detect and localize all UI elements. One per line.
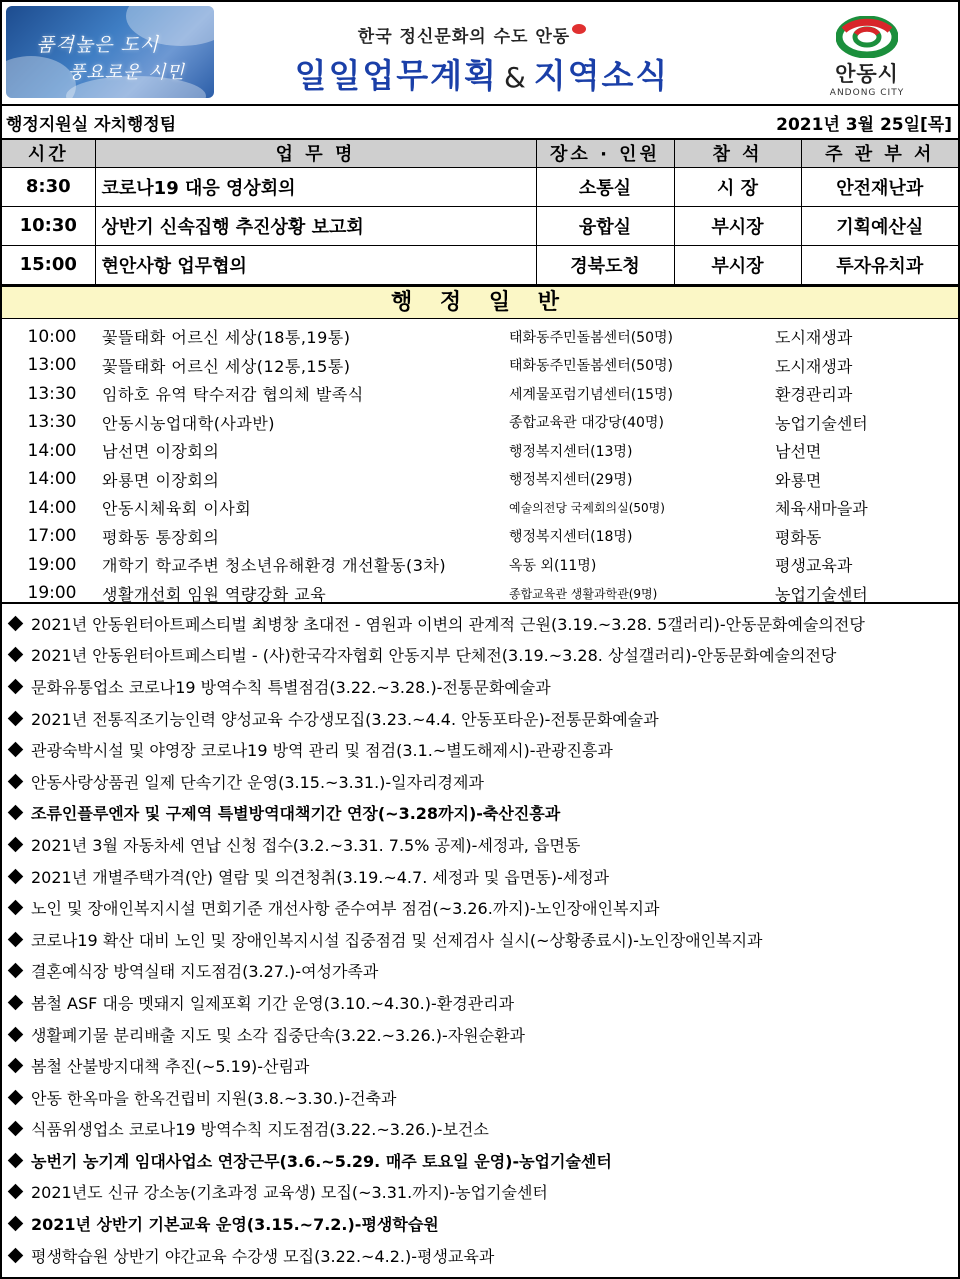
schedule-dept: 안전재난과 [801,167,958,206]
diamond-bullet-icon [8,931,24,947]
notice-text: 2021년 3월 자동차세 연납 신청 접수(3.2.~3.31. 7.5% 공제)-세정과, 읍면동 [31,835,581,855]
col-header-dept: 주 관 부 서 [801,140,958,167]
notice-text: 2021년 상반기 기본교육 운영(3.15.~7.2.)-평생학습원 [31,1215,439,1235]
admin-name: 개학기 학교주변 청소년유해환경 개선활동(3차) [102,556,447,576]
section-title-admin: 행 정 일 반 [2,285,958,319]
admin-place: 행정복지센터(18명) [509,529,633,546]
notice-text: 평생학습원 상반기 야간교육 수강생 모집(3.22.~4.2.)-평생교육과 [31,1246,495,1266]
diamond-bullet-icon [8,710,24,726]
notice-list [2,604,958,1271]
admin-place: 행정복지센터(13명) [509,443,633,460]
diamond-bullet-icon [8,837,24,853]
schedule-attendee: 부시장 [674,245,801,284]
admin-dept: 체육새마을과 [775,499,868,519]
notice-text: 봄철 ASF 대응 멧돼지 일제포획 기간 운영(3.10.~4.30.)-환경관리과 [31,993,515,1013]
diamond-bullet-icon [8,1184,24,1200]
col-header-place: 장소 · 인원 [536,140,674,167]
team-name: 행정지원실 자치행정팀 [6,114,177,135]
admin-dept: 남선면 [775,442,822,462]
logo-name: 안동시 [835,62,899,86]
notice-item [2,1145,958,1177]
notice-text: 2021년 전통직조기능인력 양성교육 수강생모집(3.23.~4.4. 안동포타운)-전통문화예술과 [31,709,659,729]
admin-time: 14:00 [27,469,77,490]
diamond-bullet-icon [8,773,24,789]
schedule-place: 소통실 [536,167,674,206]
notice-item [2,987,958,1019]
admin-place: 옥동 외(11명) [509,557,597,574]
header-subtitle [302,22,642,47]
notice-text: 봄철 산불방지대책 추진(~5.19)-산림과 [31,1057,310,1077]
list-item [2,465,958,494]
admin-time: 13:30 [27,383,77,404]
admin-time: 14:00 [27,440,77,461]
admin-dept: 평화동 [775,527,822,547]
slogan-line2: 풍요로운 시민 [68,62,186,83]
schedule-task: 상반기 신속집행 추진상황 보고회 [95,206,536,245]
admin-place: 종합교육관 생활과학관(9명) [509,586,658,601]
schedule-place: 경북도청 [536,245,674,284]
schedule-time: 8:30 [2,167,95,206]
notice-item [2,1113,958,1145]
list-item [2,494,958,523]
admin-place: 태화동주민돌봄센터(50명) [509,329,673,346]
diamond-bullet-icon [8,1058,24,1074]
diamond-bullet-icon [8,1153,24,1169]
admin-name: 임하호 유역 탁수저감 협의체 발족식 [102,385,364,405]
diamond-bullet-icon [8,742,24,758]
notice-text: 관광숙박시설 및 야영장 코로나19 방역 관리 및 점검(3.1.~별도해제시)-관광진흥과 [31,741,613,761]
admin-place: 세계물포럼기념센터(15명) [509,386,673,403]
notice-item [2,671,958,703]
col-header-attendee: 참 석 [674,140,801,167]
list-item [2,437,958,466]
admin-place: 종합교육관 대강당(40명) [509,415,664,432]
admin-name: 안동시농업대학(사과반) [102,413,276,433]
notice-item [2,639,958,671]
diamond-bullet-icon [8,963,24,979]
list-item [2,323,958,352]
diamond-bullet-icon [8,1089,24,1105]
diamond-bullet-icon [8,1247,24,1263]
admin-time: 10:00 [27,326,77,347]
list-item [2,551,958,580]
subtitle-text: 한국 정신문화의 수도 안동 [357,27,571,47]
org-bar [2,106,958,140]
admin-name: 와룡면 이장회의 [102,470,220,490]
notice-text: 생활폐기물 분리배출 지도 및 소각 집중단속(3.22.~3.26.)-자원순환과 [31,1025,526,1045]
diamond-bullet-icon [8,868,24,884]
title-part1: 일일업무계획 [294,56,498,95]
table-row [2,167,958,206]
schedule-attendee: 부시장 [674,206,801,245]
notice-item [2,734,958,766]
notice-item [2,797,958,829]
city-emblem-icon [836,16,898,58]
diamond-bullet-icon [8,679,24,695]
list-item [2,351,958,380]
flower-icon [572,24,586,34]
schedule-task: 현안사항 업무협의 [95,245,536,284]
notice-text: 결혼예식장 방역실태 지도점검(3.27.)-여성가족과 [31,962,379,982]
notice-text: 노인 및 장애인복지시설 면회기준 개선사항 준수여부 점검(~3.26.까지)-노인장애인복지과 [31,899,660,919]
diamond-bullet-icon [8,1121,24,1137]
schedule-task: 코로나19 대응 영상회의 [95,167,536,206]
admin-dept: 도시재생과 [775,328,853,348]
notice-text: 2021년 안동윈터아트페스티벌 - (사)한국각자협회 안동지부 단체전(3.19.~3.28. 상설갤러리)-안동문화예술의전당 [31,646,837,666]
notice-item [2,1081,958,1113]
notice-item [2,892,958,924]
notice-item [2,1018,958,1050]
list-item [2,579,958,608]
col-header-time: 시간 [2,140,95,167]
table-row [2,245,958,284]
schedule-header-row [2,140,958,167]
admin-place: 태화동주민돌봄센터(50명) [509,358,673,375]
notice-item [2,1239,958,1271]
schedule-place: 융합실 [536,206,674,245]
notice-item [2,1208,958,1240]
notice-text: 2021년 개별주택가격(안) 열람 및 의견청취(3.19.~4.7. 세정과 및 읍면동)-세정과 [31,867,610,887]
diamond-bullet-icon [8,900,24,916]
notice-item [2,1050,958,1082]
diamond-bullet-icon [8,1216,24,1232]
report-date: 2021년 3월 25일[목] [776,114,952,135]
admin-name: 평화동 통장회의 [102,527,220,547]
admin-dept: 도시재생과 [775,356,853,376]
notice-text: 조류인플루엔자 및 구제역 특별방역대책기간 연장(~3.28까지)-축산진흥과 [31,804,561,824]
admin-dept: 농업기술센터 [775,413,868,433]
admin-dept: 환경관리과 [775,385,853,405]
schedule-attendee: 시 장 [674,167,801,206]
notice-item [2,860,958,892]
admin-name: 꽃뜰태화 어르신 세상(18통,19통) [102,328,351,348]
admin-name: 생활개선회 임원 역량강화 교육 [102,584,327,604]
notice-item [2,702,958,734]
city-logo [797,16,937,100]
admin-dept: 와룡면 [775,470,822,490]
slogan-line1: 품격높은 도시 [36,34,160,56]
diamond-bullet-icon [8,1026,24,1042]
diamond-bullet-icon [8,647,24,663]
admin-dept: 평생교육과 [775,556,853,576]
admin-place: 예술의전당 국제회의실(50명) [509,501,665,516]
logo-sub: ANDONG CITY [829,88,905,98]
admin-name: 안동시체육회 이사회 [102,499,252,519]
admin-time: 17:00 [27,526,77,547]
admin-place: 행정복지센터(29명) [509,472,633,489]
schedule-dept: 기획예산실 [801,206,958,245]
list-item [2,380,958,409]
list-item [2,408,958,437]
notice-item [2,955,958,987]
notice-text: 문화유통업소 코로나19 방역수칙 특별점검(3.22.~3.28.)-전통문화예술과 [31,677,551,697]
notice-item [2,765,958,797]
schedule-time: 15:00 [2,245,95,284]
notice-text: 2021년 안동윈터아트페스티벌 최병창 초대전 - 염원과 이변의 관계적 근원(3.19.~3.28. 5갤러리)-안동문화예술의전당 [31,614,865,634]
notice-text: 안동사랑상품권 일제 단속기간 운영(3.15.~3.31.)-일자리경제과 [31,772,484,792]
title-amp: & [503,61,528,94]
notice-text: 농번기 농기계 임대사업소 연장근무(3.6.~5.29. 매주 토요일 운영)-농업기술센터 [31,1151,612,1171]
schedule-dept: 투자유치과 [801,245,958,284]
schedule-time: 10:30 [2,206,95,245]
admin-dept: 농업기술센터 [775,584,868,604]
notice-text: 코로나19 확산 대비 노인 및 장애인복지시설 집중점검 및 선제검사 실시(~상황종료시)-노인장애인복지과 [31,930,763,950]
notice-item [2,829,958,861]
title-part2: 지역소식 [533,56,670,95]
header [2,2,958,106]
admin-name: 남선면 이장회의 [102,442,220,462]
col-header-task: 업 무 명 [95,140,536,167]
admin-time: 13:30 [27,412,77,433]
page-title [232,50,732,97]
notice-item [2,1176,958,1208]
notice-text: 식품위생업소 코로나19 방역수칙 지도점검(3.22.~3.26.)-보건소 [31,1120,489,1140]
list-item [2,522,958,551]
table-row [2,206,958,245]
slogan-banner [6,6,214,98]
admin-time: 13:00 [27,355,77,376]
admin-time: 19:00 [27,554,77,575]
notice-text: 2021년도 신규 강소농(기초과정 교육생) 모집(~3.31.까지)-농업기술센터 [31,1183,548,1203]
diamond-bullet-icon [8,616,24,632]
notice-item [2,923,958,955]
diamond-bullet-icon [8,995,24,1011]
diamond-bullet-icon [8,805,24,821]
notice-item [2,608,958,640]
admin-time: 14:00 [27,497,77,518]
notice-text: 안동 한옥마을 한옥건립비 지원(3.8.~3.30.)-건축과 [31,1088,397,1108]
admin-name: 꽃뜰태화 어르신 세상(12통,15통) [102,356,351,376]
admin-list [2,319,958,604]
admin-time: 19:00 [27,583,77,604]
schedule-table [2,140,958,285]
